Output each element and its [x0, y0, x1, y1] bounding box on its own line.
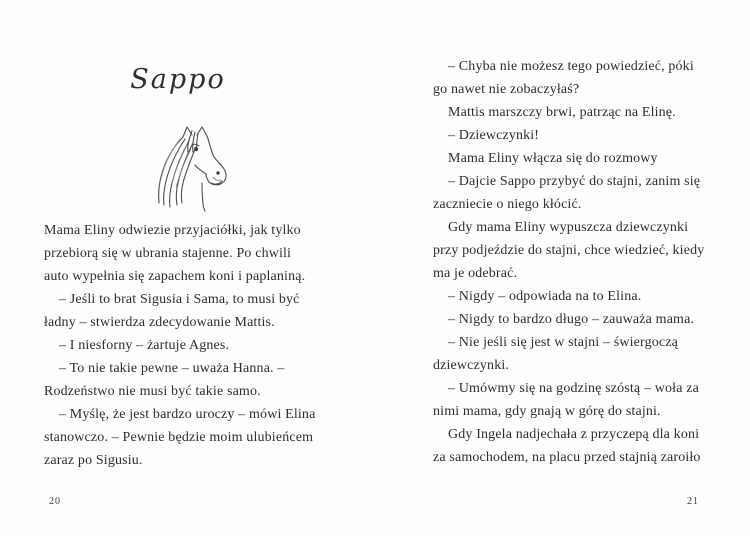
text-line: – I niesforny – żartuje Agnes. [59, 338, 230, 353]
left-page-text [44, 219, 334, 472]
text-line: – Nigdy – odpowiada na to Elina. [448, 289, 642, 304]
page-number-right: 21 [687, 496, 699, 507]
text-line: go nawet nie zobaczyłaś? [433, 82, 580, 97]
text-line: zaraz po Sigusiu. [44, 453, 143, 468]
text-line: stanowczo. – Pewnie będzie moim ulubieńcem [44, 430, 314, 445]
text-line: – Nie jeśli się jest w stajni – świergoczą [448, 335, 678, 350]
text-line: – Dziewczynki! [448, 128, 540, 143]
text-line: Rodzeństwo nie musi być takie samo. [44, 384, 261, 399]
text-line: – Myślę, że jest bardzo uroczy – mówi Elina [59, 407, 316, 422]
text-line: auto wypełnia się zapachem koni i paplaniną. [44, 269, 306, 284]
text-line: za samochodem, na placu przed stajnią zaroiło [433, 450, 701, 465]
text-line: – Chyba nie możesz tego powiedzieć, póki [448, 59, 694, 74]
text-line: – Jeśli to brat Sigusia i Sama, to musi być [59, 292, 300, 307]
text-line: dziewczynki. [433, 358, 510, 373]
text-line: – Nigdy to bardzo długo – zauważa mama. [448, 312, 695, 327]
text-line: przebiorą się w ubrania stajenne. Po chwili [44, 246, 292, 261]
right-page [375, 0, 750, 536]
text-line: ładny – stwierdza zdecydowanie Mattis. [44, 315, 275, 330]
right-page-text [433, 55, 728, 469]
text-line: Mama Eliny odwiezie przyjaciółki, jak tylko [44, 223, 301, 238]
text-line: zaczniecie o niego kłócić. [433, 197, 582, 212]
text-line: ma je odebrać. [433, 266, 518, 281]
text-line: Mattis marszczy brwi, patrząc na Elinę. [448, 105, 676, 120]
text-line: nimi mama, gdy gnają w górę do stajni. [433, 404, 661, 419]
text-line: Gdy mama Eliny wypuszcza dziewczynki [448, 220, 689, 235]
text-line: – Umówmy się na godzinę szóstą – woła za [448, 381, 699, 396]
text-line: przy podjeździe do stajni, chce wiedzieć, kiedy [433, 243, 705, 258]
pony-head-illustration [149, 124, 243, 214]
text-line: – To nie takie pewne – uważa Hanna. – [59, 361, 285, 376]
chapter-title: Sappo [130, 64, 226, 95]
page-number-left: 20 [49, 496, 61, 507]
text-line: – Dajcie Sappo przybyć do stajni, zanim się [448, 174, 701, 189]
text-line: Mama Eliny włącza się do rozmowy [448, 151, 658, 166]
text-line: Gdy Ingela nadjechała z przyczepą dla koni [448, 427, 700, 442]
